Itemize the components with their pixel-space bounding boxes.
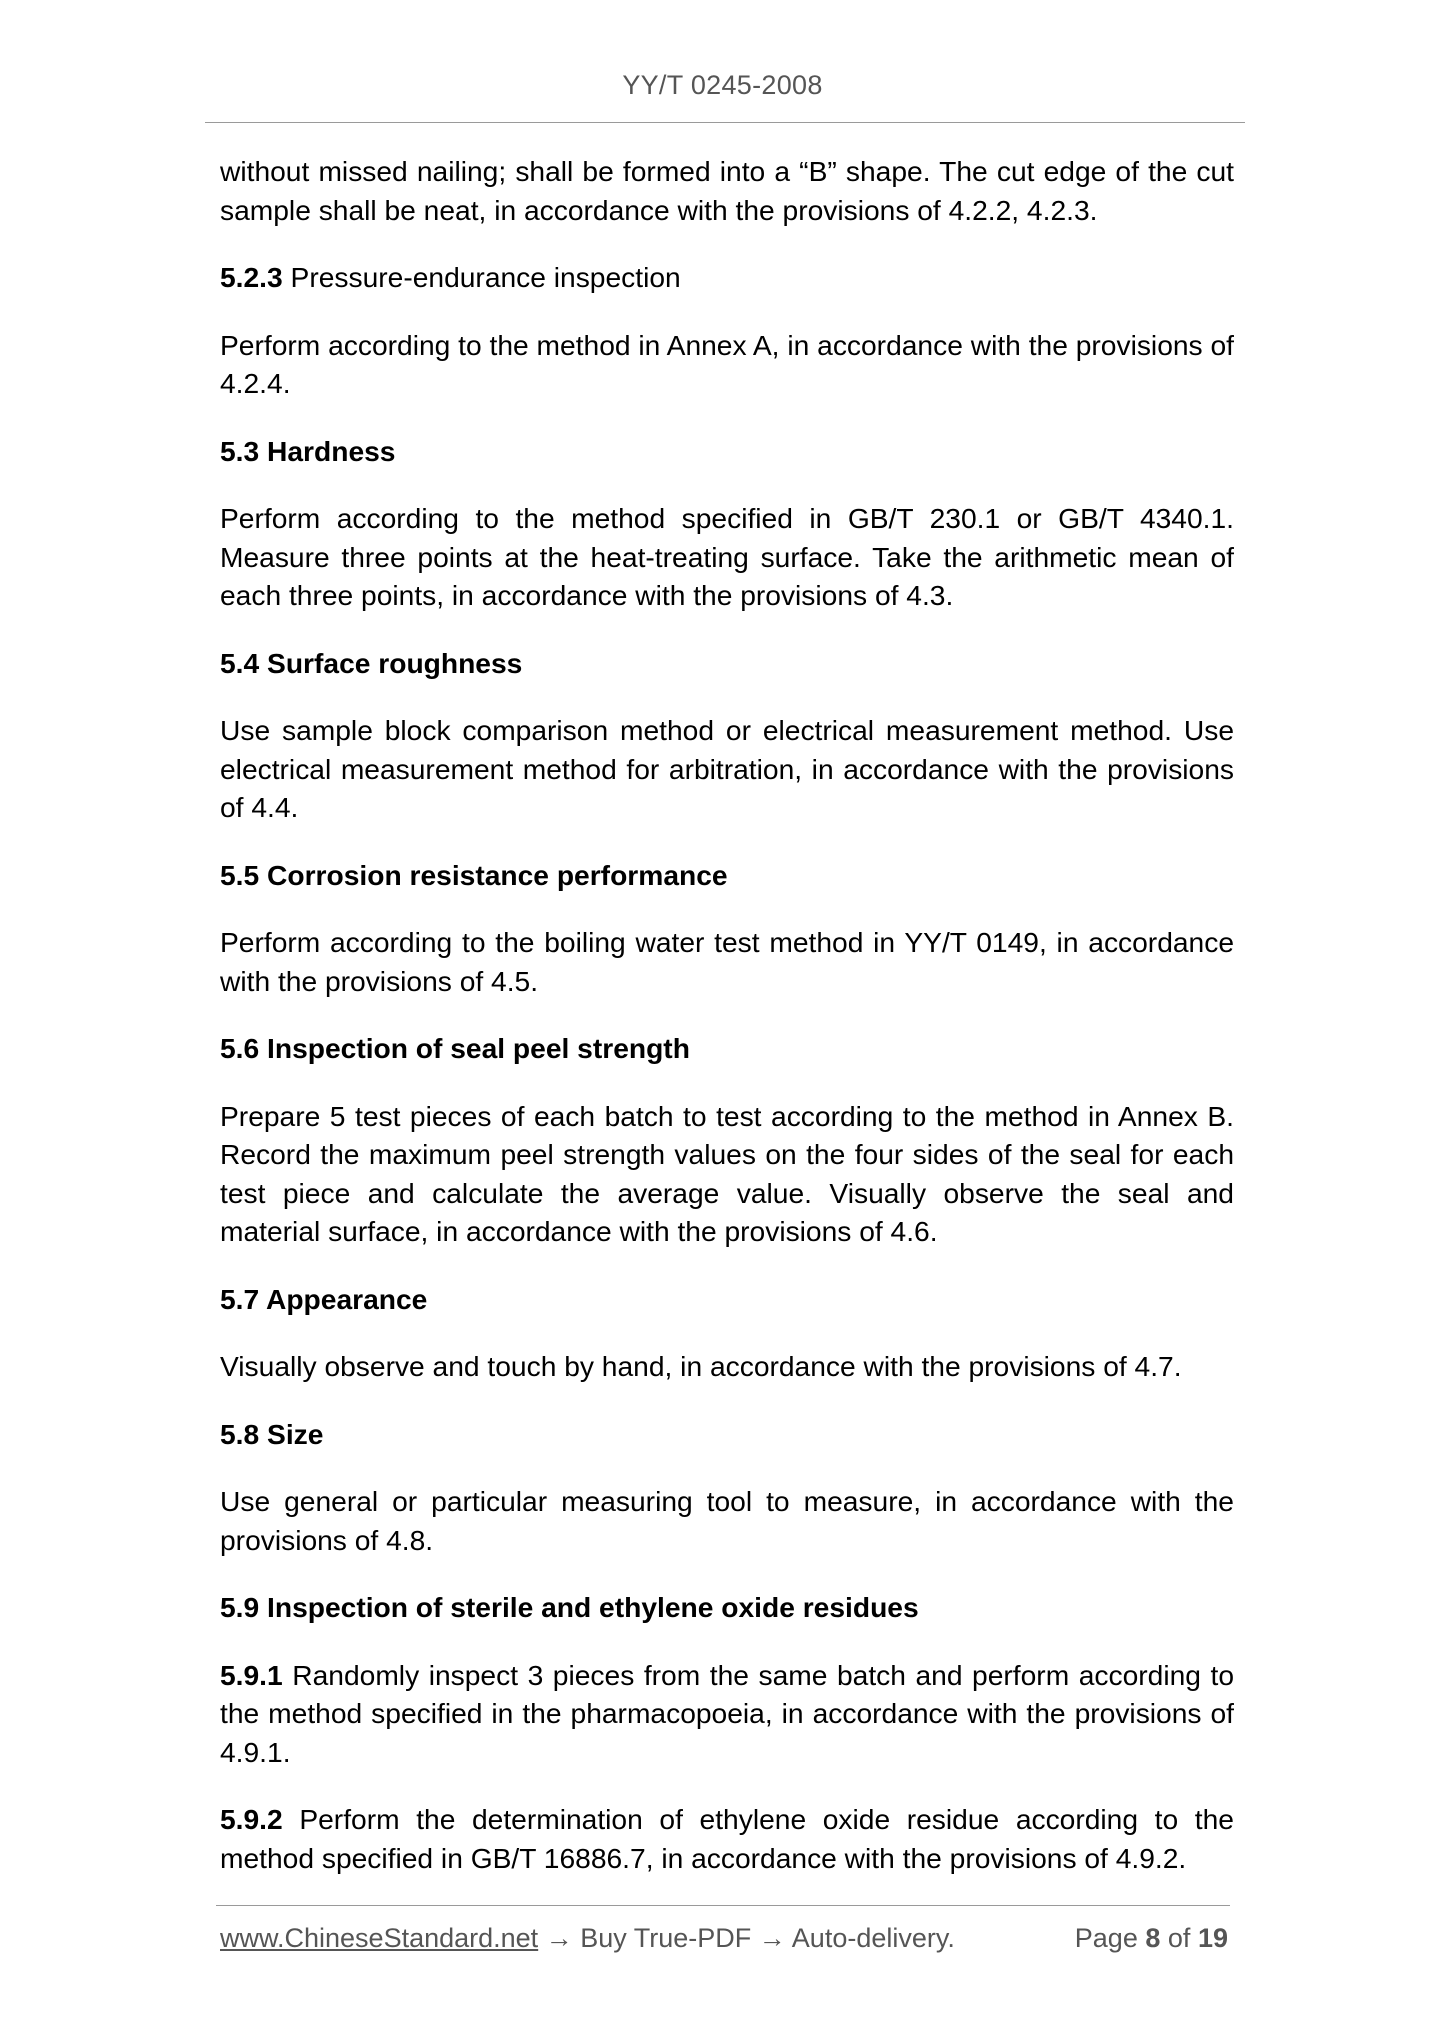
- section-5-9-1: [220, 1656, 1234, 1772]
- section-5-4-body: Use sample block comparison method or electrical measurement method. Use electrical measurement method for arbitration, in accordance with the provisions of 4.4.: [220, 714, 1234, 823]
- section-5-7-heading: 5.7 Appearance: [220, 1282, 428, 1315]
- section-5-8-heading: 5.8 Size: [220, 1417, 324, 1450]
- section-5-5-body: Perform according to the boiling water test method in YY/T 0149, in accordance with the provisions of 4.5.: [220, 926, 1234, 997]
- header-divider: [205, 122, 1245, 123]
- section-5-6-body: Prepare 5 test pieces of each batch to test according to the method in Annex B. Record the maximum peel strength values on the four sides of the seal for each test piece and calculate the average value. Visually observe the seal and material surface, in accordance with the provisions of 4.6.: [220, 1099, 1234, 1247]
- document-body: [220, 152, 1234, 1906]
- section-5-6-heading: 5.6 Inspection of seal peel strength: [220, 1032, 690, 1064]
- current-page-number: 8: [1145, 1923, 1161, 1953]
- page-indicator: [1075, 1923, 1228, 1954]
- section-5-7-body: Visually observe and touch by hand, in accordance with the provisions of 4.7.: [220, 1350, 1182, 1382]
- arrow-right-icon: →: [545, 1923, 573, 1953]
- section-5-3-body: Perform according to the method specified in GB/T 230.1 or GB/T 4340.1. Measure three points at the heat-treating surface. Take the arithmetic mean of each three points, in accordance with the provisions of 4.3.: [220, 502, 1234, 611]
- section-5-4-heading: 5.4 Surface roughness: [220, 646, 523, 679]
- section-5-2-3-body: Perform according to the method in Annex A, in accordance with the provisions of 4.2.4.: [220, 328, 1234, 399]
- section-title: Pressure-endurance inspection: [290, 261, 681, 293]
- section-5-9-heading: 5.9 Inspection of sterile and ethylene oxide residues: [220, 1591, 919, 1623]
- section-5-3-heading: 5.3 Hardness: [220, 434, 396, 467]
- auto-delivery-text: Auto-delivery.: [791, 1923, 955, 1953]
- section-5-8-body: Use general or particular measuring tool to measure, in accordance with the provisions of 4.8.: [220, 1485, 1234, 1556]
- of-label: of: [1167, 1923, 1191, 1953]
- document-id-header: YY/T 0245-2008: [622, 70, 823, 100]
- section-5-9-2-body: Perform the determination of ethylene oxide residue according to the method specified in GB/T 16886.7, in accordance with the provisions of 4.9.2.: [220, 1803, 1234, 1874]
- section-5-2-3-heading: [220, 258, 1234, 297]
- section-5-9-2: [220, 1800, 1234, 1877]
- section-5-5-heading: 5.5 Corrosion resistance performance: [220, 858, 728, 891]
- footer-divider: [216, 1905, 1230, 1906]
- footer-promo: [220, 1923, 955, 1954]
- buy-true-pdf-text: Buy True-PDF: [580, 1923, 752, 1953]
- total-pages-number: 19: [1197, 1923, 1228, 1953]
- section-number: 5.9.1: [220, 1658, 283, 1691]
- arrow-right-icon: →: [758, 1923, 786, 1953]
- section-5-9-1-body: Randomly inspect 3 pieces from the same batch and perform according to the method specified in the pharmacopoeia, in accordance with the provisions of 4.9.1.: [220, 1658, 1234, 1768]
- section-number: 5.2.3: [220, 261, 283, 293]
- page-label: Page: [1074, 1923, 1138, 1953]
- section-number: 5.9.2: [220, 1803, 283, 1835]
- website-link[interactable]: www.ChineseStandard.net: [220, 1923, 539, 1953]
- paragraph-continuation: without missed nailing; shall be formed into a “B” shape. The cut edge of the cut sample shall be neat, in accordance with the provisions of 4.2.2, 4.2.3.: [220, 155, 1234, 226]
